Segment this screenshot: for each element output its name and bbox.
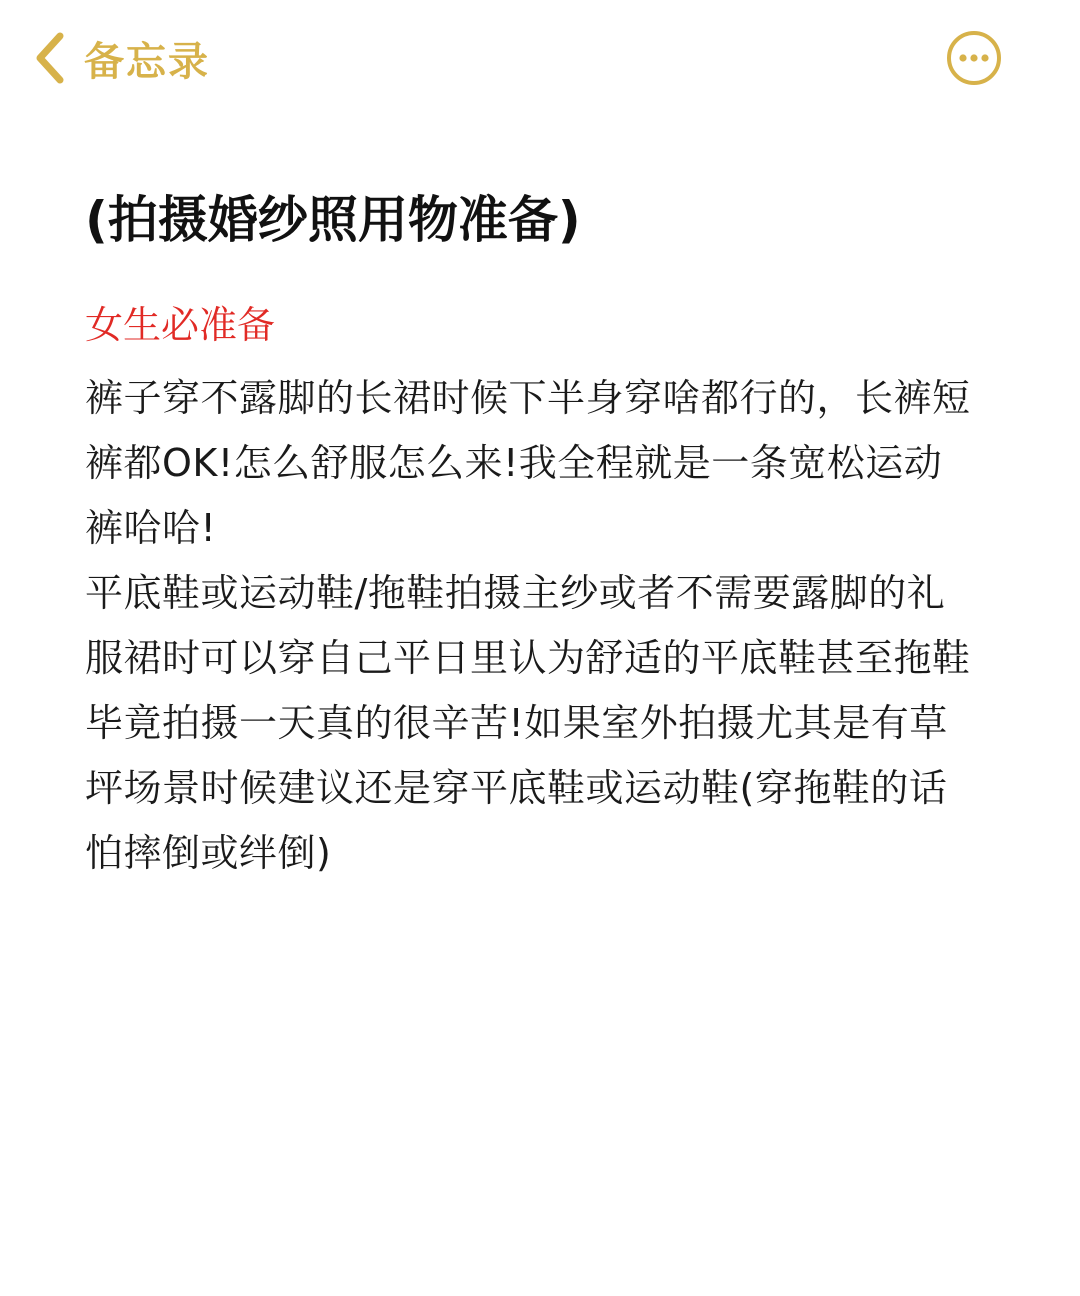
more-options-button[interactable] xyxy=(946,30,1002,86)
note-paragraph-shoes: 平底鞋或运动鞋/拖鞋拍摄主纱或者不需要露脚的礼服裙时可以穿自己平日里认为舒适的平底鞋甚至拖鞋毕竟拍摄一天真的很辛苦!如果室外拍摄尤其是有草坪场景时候建议还是穿平底鞋或运动鞋(穿拖鞋的话怕摔倒或绊倒) xyxy=(85,571,971,875)
note-title: (拍摄婚纱照用物准备) xyxy=(85,191,581,249)
note-content[interactable] xyxy=(85,180,975,886)
chevron-left-icon xyxy=(30,30,70,86)
back-button-label: 备忘录 xyxy=(84,38,210,85)
back-button[interactable] xyxy=(30,26,210,90)
section-heading: 女生必准备 xyxy=(85,303,276,347)
navigation-bar xyxy=(0,0,1080,120)
note-paragraph-pants: 裤子穿不露脚的长裙时候下半身穿啥都行的，长裤短裤都OK!怎么舒服怎么来!我全程就是一条宽松运动裤哈哈! xyxy=(85,376,971,550)
ellipsis-circle-icon xyxy=(946,30,1002,86)
